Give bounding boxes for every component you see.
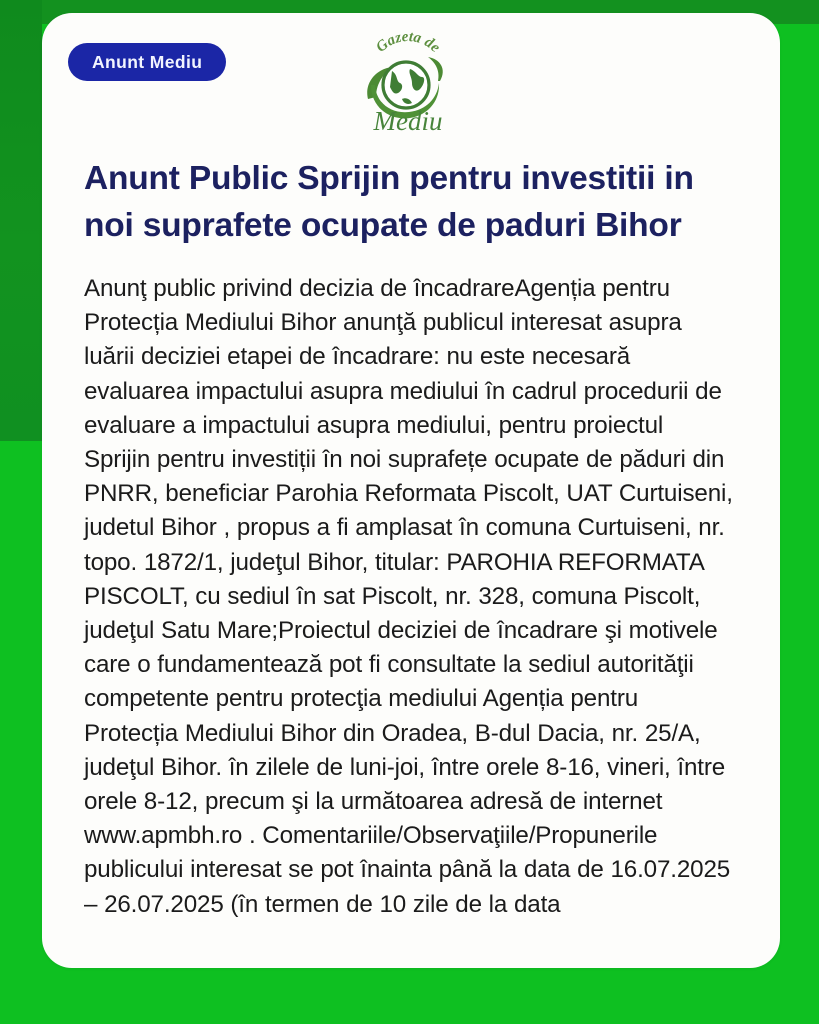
announcement-body-text: Anunţ public privind decizia de încadrareAgenția pentru Protecția Mediului Bihor anunţă publicul interesat asupra luării deciziei etapei de încadrare: nu este necesară evaluarea impactului asupra mediului în cadrul procedurii de evaluare a impactului asupra mediului, pentru proiectul Sprijin pentru investiții în noi suprafețe ocupate de păduri din PNRR, beneficiar Parohia Reformata Piscolt, UAT Curtuiseni, judetul Bihor , propus a fi amplasat în comuna Curtuiseni, nr. topo. 1872/1, judeţul Bihor, titular: PAROHIA REFORMATA PISCOLT, cu sediul în sat Piscolt, nr. 328, comuna Piscolt, judeţul Satu Mare;Proiectul deciziei de încadrare şi motivele care o fundamentează pot fi consultate la sediul autorităţii competente pentru protecţia mediului Agenția pentru Protecția Mediului Bihor din Oradea, B-dul Dacia, nr. 25/A, judeţul Bihor. în zilele de luni-joi, între orele 8-16, vineri, între orele 8-12, precum şi la următoarea adresă de internet www.apmbh.ro . Comentariile/Observaţiile/Propunerile publicului interesat se pot înainta până la data de 16.07.2025 – 26.07.2025 (în termen de 10 zile de la data: [84, 275, 733, 918]
page-title: Anunt Public Sprijin pentru investitii in noi suprafete ocupate de paduri Bihor: [84, 160, 694, 244]
announcement-card: [42, 13, 780, 968]
svg-text:Gazeta de: Gazeta de: [373, 28, 444, 56]
gazeta-de-mediu-logo: [352, 25, 464, 137]
background-left-green-band: [0, 0, 42, 441]
svg-text:Mediu: Mediu: [373, 106, 443, 136]
card-header: [42, 13, 780, 135]
category-badge[interactable]: Anunt Mediu: [68, 43, 226, 81]
